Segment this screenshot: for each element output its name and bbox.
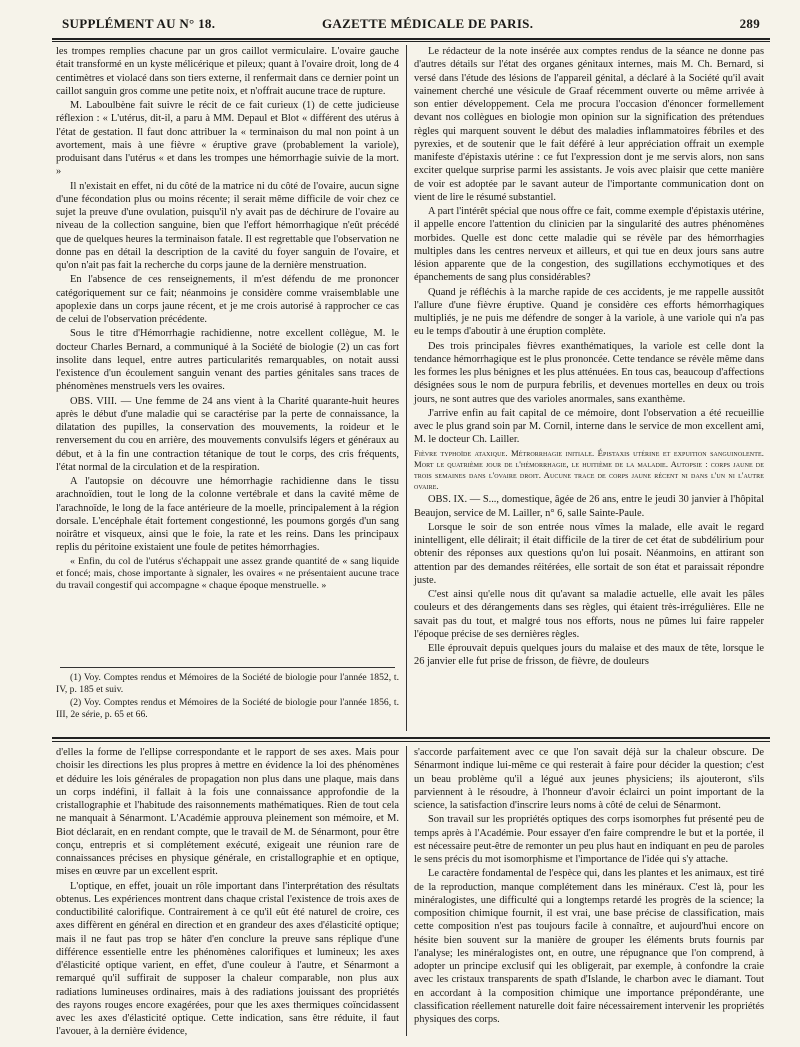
header-rule: [52, 38, 770, 40]
paragraph: Son travail sur les propriétés optiques des corps isomorphes fut présenté peu de temps après à l'Académie. Pour essayer d'en faire comprendre le but et la portée, il est nécessaire peut-être de remonter un peu plus haut en indiquant en peu de paroles le sens précis du mot isomorphisme et l'importance de l'idée qui s'y attache.: [414, 814, 764, 865]
paragraph: En l'absence de ces renseignements, il m'est défendu de me prononcer catégoriquement sur ce fait; néanmoins je considère comme vraisemblable une apoplexie dans un corps jaune récent, et je me crois autorisé à rapprocher ce cas de celui de l'observation précédente.: [56, 274, 399, 325]
section-rule: [52, 737, 770, 739]
observation-ix: OBS. IX. — S..., domestique, âgée de 26 ans, entre le jeudi 30 janvier à l'hôpital Beaujon, service de M. Lailler, n° 6, salle Sainte-Paule.: [414, 494, 764, 519]
page-header: [62, 14, 760, 36]
paragraph: Quand je réfléchis à la marche rapide de ces accidents, je me rappelle aussitôt l'allure d'une fièvre éruptive. Quand je considère ces efforts hémorrhagiques multipliés, je ne puis me défendre de songer à la variole, à une variole qui n'a pas eu le temps d'aboutir à une éruption complète.: [414, 286, 764, 338]
header-page-number: 289: [739, 16, 760, 31]
paragraph: Il n'existait en effet, ni du côté de la matrice ni du côté de l'ovaire, aucun signe d'une fécondation plus ou moins récente; il serait même difficile de voir chez ce sujet la preuve d'une ovulation, puisqu'il n'y avait pas de déchirure de l'ovaire au niveau de la collection sanguine, bien que l'effort hémorrhagique n'eût précédé que de quelques heures la terminaison fatale. Il est regrettable que l'observation ne donne pas en détail la description de la cavité du foyer sanguin de l'ovaire, et qu'on n'ait pas fait la recherche du corps jaune de la dernière menstruation.: [56, 180, 399, 271]
paragraph: Sous le titre d'Hémorrhagie rachidienne, notre excellent collègue, M. le docteur Charles Bernard, a communiqué à la Société de biologie (2) un cas fort insolite dans lequel, entre autres particularités remarquables, on notait aussi l'existence d'un écoulement sanguin venant des parties génitales sans traces de phénomènes menstruels vers les ovaires.: [56, 328, 399, 393]
paragraph: A l'autopsie on découvre une hémorrhagie rachidienne dans le tissu arachnoïdien, tout le long de la colonne vertébrale et dans la cavité même de l'arachnoïde, le long de la face antérieure de la moelle, principalement à la région dorsale. L'encéphale était fortement congestionné, les poumons gorgés d'un sang noirâtre et visqueux, ainsi que le foie, la rate et les reins. Dans les principaux replis du péritoine existaient une foule de petites hémorrhagies.: [56, 476, 399, 554]
paragraph: A part l'intérêt spécial que nous offre ce fait, comme exemple d'épistaxis utérine, il appelle encore l'attention du clinicien par la singularité des autres phénomènes morbides. Quelle est donc cette maladie qui se révèle par des hémorrhagies multiples dans les centres nerveux et ailleurs, et qui tue en deux jours sans autre lésion apparente que de la congestion, des sugillations ecchymotiques et des épanchements de sang plus considérables?: [414, 206, 764, 284]
quote: « Enfin, du col de l'utérus s'échappait une assez grande quantité de « sang liquide et foncé; mais, chose importante à signaler, les ovaires « ne présentaient aucune trace du travail congestif qui accompagne « chaque époque menstruelle. »: [56, 555, 399, 592]
section-rule-thin: [52, 741, 770, 742]
observation-viii: OBS. VIII. — Une femme de 24 ans vient à la Charité quarante-huit heures après le début d'une maladie qui se caractérise par la perte de connaissance, la dilatation des pupilles, la conservation des mouvements, la roideur et le renversement du cou en arrière, des mouvements convulsifs légers et généraux au début, et à la fin une contraction tétanique de tout le corps, des cris fréquents, l'état normal de la circulation et de la respiration.: [56, 395, 399, 473]
case-title: Fièvre typhoïde ataxique. Métrorrhagie initiale. Épistaxis utérine et expuition sanguinolente. Mort le quatrième jour de l'hémorrhagie, le huitième de la maladie. Autopsie : corps jaune de trois semaines dans l'ovaire droit. Aucune trace de corps jaune récent ni dans l'un ni l'autre ovaire.: [414, 447, 764, 492]
header-journal-title: GAZETTE MÉDICALE DE PARIS.: [322, 16, 534, 31]
column-divider: [406, 45, 407, 731]
paragraph: s'accorde parfaitement avec ce que l'on savait déjà sur la chaleur obscure. De Sénarmont indique lui-même ce qui resterait à faire pour décider la question; c'est un beau problème qu'il a légué aux jeunes physiciens; ils ajouteront, s'ils parviennent à le résoudre, à l'honneur d'avoir éclairci un point important de la science, la satisfaction d'inscrire leurs noms à côté de celui de Sénarmont.: [414, 747, 764, 811]
paragraph: Le caractère fondamental de l'espèce qui, dans les plantes et les animaux, est tiré de la reproduction, manque complétement dans les minéraux. C'est là, pour les minéralogistes, une difficulté qui a longtemps retardé les progrès de la science; la composition chimique fournit, il est vrai, une base précise de classification, mais cette composition n'est pas toujours facile à connaître, et aujourd'hui encore on hésite bien souvent sur la manière de grouper les éléments bruts fournis par l'analyse; les minéralogistes ont, en outre, une répugnance que l'on comprend, à adopter un principe exclusif qui les obligerait, par exemple, à confondre la craie avec les cristaux transparents de spath d'Islande, le charbon avec le diamant. Tout en accordant à la composition chimique une importance prépondérante, une classification réellement naturelle doit faire nécessairement intervenir les propriétés physiques des corps.: [414, 868, 764, 1025]
header-rule-thin: [52, 41, 770, 42]
paragraph: C'est ainsi qu'elle nous dit qu'avant sa maladie actuelle, elle avait les pâles couleurs et des dérangements dans ses règles, qui étaient très-irrégulières. Elle ne savait pas du tout, et malgré tous nos efforts, nous ne pûmes lui faire rappeler l'époque précise de ses dernières règles.: [414, 589, 764, 640]
paragraph: Elle éprouvait depuis quelques jours du malaise et des maux de tête, lorsque le 26 janvier elle fut prise de frisson, de fièvre, de douleurs: [414, 643, 764, 668]
paragraph: d'elles la forme de l'ellipse correspondante et le rapport de ses axes. Mais pour choisir les directions les plus propres à mettre en évidence la loi des phénomènes et déduire les lois générales de propagation non plus dans une plaque, mais dans un corps indéfini, il fallait à la fois une connaissance approfondie de la cristallographie et l'habitude des raisonnements mathématiques. Rien de tout cela ne manquait à Sénarmont. L'Académie approuva pleinement son mémoire, et M. Biot déclarait, en en rendant compte, que le travail de M. de Sénarmont, pour être conçu, entrepris et si complétement exécuté, exigeait une réunion rare de connaissances précises en physique générale, en cristallographie et en optique, mises en œuvre par un excellent esprit.: [56, 747, 399, 878]
bottom-right-column: [414, 746, 764, 1027]
header-supplement: SUPPLÉMENT AU N° 18.: [62, 16, 216, 31]
top-left-column: [56, 45, 399, 594]
column-divider-bottom: [406, 746, 407, 1036]
bottom-left-column: [56, 746, 399, 1040]
paragraph: M. Laboulbène fait suivre le récit de ce fait curieux (1) de cette judicieuse réflexion : « L'utérus, dit-il, a paru à MM. Depaul et Blot « différent des utérus à l'état de gestation. Il faut donc attribuer la « terminaison du mal non point à un avortement, mais à une fièvre « éruptive grave (probablement la variole), produisant dans l'utérus « et dans les trompes une hémorrhagie suivie de la mort. »: [56, 100, 399, 178]
paragraph: Lorsque le soir de son entrée nous vîmes la malade, elle avait le regard inintelligent, elle délirait; il était difficile de la tirer de cet état de subdélirium pour obtenir des réponses aux questions qu'on lui posait. Néanmoins, en attirant son attention par des demandes réitérées, elle sortait de son état et paraissait répondre juste.: [414, 521, 764, 586]
paragraph: les trompes remplies chacune par un gros caillot vermiculaire. L'ovaire gauche était transformé en un kyste mélicérique et pileux; quant à l'ovaire droit, long de 4 centimètres et violacé dans son tiers externe, il renfermait dans ce dernier point un caillot sanguin gros comme une petite noix, et n'offrait aucune trace de rupture.: [56, 46, 399, 97]
paragraph: Le rédacteur de la note insérée aux comptes rendus de la séance ne donne pas d'autres détails sur l'état des organes génitaux internes, mais M. Ch. Bernard, si versé dans l'étude des lésions de l'appareil génital, a déclaré à la Société qu'il avait vainement cherché une vésicule de Graaf récemment ouverte ou même arrivée à son entier développement. Cela me procura l'occasion d'énoncer formellement devant nos collègues en biologie mon opinion sur la signification des prétendues règles qui marquent souvent le début des maladies inflammatoires fébriles et des pyrexies, et de soutenir que le fait déféré à leur appréciation offrait un exemple manifeste d'épistaxis utérine : ce fut l'expression dont je me servis alors, non sans exciter quelque surprise parmi les assistants. Je vois avec plaisir que cette manière de voir est adoptée par le savant auteur de l'importante communication dont on vient de lire le résumé substantiel.: [414, 46, 764, 203]
footnote: (1) Voy. Comptes rendus et Mémoires de la Société de biologie pour l'année 1852, t. IV, p. 185 et suiv.: [56, 672, 399, 695]
footnotes: [56, 672, 399, 722]
footnote: (2) Voy. Comptes rendus et Mémoires de la Société de biologie pour l'année 1856, t. III, 2e série, p. 65 et 66.: [56, 697, 399, 720]
top-right-column: [414, 45, 764, 670]
footnote-rule: [60, 667, 395, 668]
paragraph: J'arrive enfin au fait capital de ce mémoire, dont l'observation a été recueillie avec le plus grand soin par M. Cornil, interne dans le service de mon excellent ami, M. le docteur Ch. Lailler.: [414, 407, 764, 446]
paragraph: Des trois principales fièvres exanthématiques, la variole est celle dont la tendance hémorrhagique est le plus prononcée. Cette tendance se révèle même dans les formes les plus bénignes et les plus atténuées. En tous cas, beaucoup d'affections désignées sous le nom de purpura febrilis, et devenues mortelles en deux ou trois jours, ne sont autres que des varioles anormales, sans exanthème.: [414, 340, 764, 405]
paragraph: L'optique, en effet, jouait un rôle important dans l'interprétation des résultats obtenus. Les expériences montrent dans chaque cristal l'existence de trois axes de conductibilité calorifique. Contrairement à ce qu'il eût été naturel de croire, ces axes diffèrent en général en direction et en grandeur des axes d'élasticité optique; mais il ne faut pas trop se hâter d'en conclure la preuve sans réplique d'une différence essentielle entre les phénomènes calorifiques et lumineux; les axes d'élasticité optique varient, en effet, d'une couleur à l'autre, et Sénarmont a remarqué qu'il suffirait de supposer la chaleur comparable, non plus aux radiations lumineuses ordinaires, mais à des radiations jouissant des propriétés des rayons rouges encore exagérées, pour que les axes thermiques coïncidassent avec les axes d'élasticité optique. Cette indication, sans être réduite, il faut l'avouer, à la dernière évidence,: [56, 880, 399, 1038]
